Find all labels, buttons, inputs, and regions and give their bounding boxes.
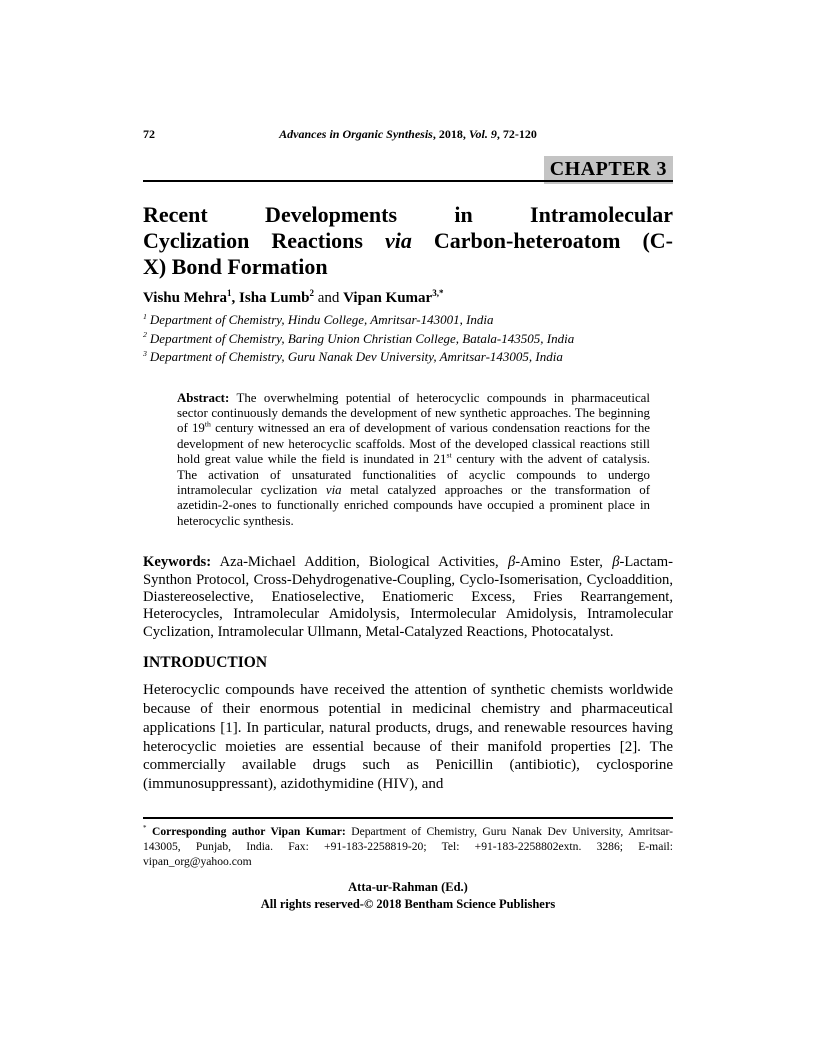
- page-number: 72: [143, 127, 155, 141]
- footnote-asterisk: *: [143, 824, 147, 833]
- affiliation-3: [143, 348, 673, 367]
- author-3-name: Vipan Kumar: [343, 290, 433, 306]
- introduction-paragraph: Heterocyclic compounds have received the attention of synthetic chemists worldwide because of their enormous potential in medicinal chemistry and pharmaceutical applications [1]. In particular, natural products, drugs, and renewable resources having heterocyclic moieties are essential because of their manifold properties [2]. The commercially available drugs such as Penicillin (antibiotic), cyclosporine (immunosuppressant), azidothymidine (HIV), and: [143, 682, 673, 793]
- abstract-label: Abstract:: [177, 390, 230, 405]
- running-title-year: , 2018,: [432, 127, 469, 141]
- running-title: [143, 127, 673, 142]
- footnote-label: Corresponding author Vipan Kumar:: [146, 825, 346, 838]
- chapter-title-line-3: X) Bond Formation: [143, 254, 328, 279]
- keywords-beta-1: β: [507, 554, 516, 571]
- author-separator-1: ,: [231, 290, 240, 306]
- authors-line: [143, 290, 673, 307]
- running-title-volume: Vol. 9: [468, 127, 497, 141]
- author-2-affiliation-marker: 2: [309, 288, 314, 298]
- chapter-title-line-2-b: Carbon-heteroatom (C-: [411, 228, 673, 253]
- abstract-text-1: The overwhelming potential of heterocyclic compounds in pharmaceutical sector continuously demands the development of new synthetic approaches. The beginning of 19: [177, 390, 650, 436]
- author-3-affiliation-marker: 3,*: [432, 288, 444, 298]
- abstract-text-4: metal catalyzed approaches or the transformation of azetidin-2-ones to functionally enriched compounds have occupied a prominent place in heterocyclic synthesis.: [177, 482, 650, 528]
- author-1-name: Vishu Mehra: [143, 290, 228, 306]
- affiliation-3-marker: 3: [143, 348, 147, 358]
- book-title: Advances in Organic Synthesis: [279, 127, 433, 141]
- chapter-label: CHAPTER 3: [544, 156, 673, 184]
- affiliation-2-text: Department of Chemistry, Baring Union Christian College, Batala-143505, India: [149, 330, 575, 346]
- chapter-divider-rule: [143, 180, 673, 182]
- affiliations: [143, 311, 673, 367]
- running-header: [143, 127, 673, 142]
- affiliation-2-marker: 2: [143, 330, 147, 340]
- running-title-pages: , 72-120: [496, 127, 537, 141]
- affiliation-3-text: Department of Chemistry, Guru Nanak Dev University, Amritsar-143005, India: [149, 349, 563, 364]
- publisher-imprint: [143, 879, 673, 912]
- affiliation-1-text: Department of Chemistry, Hindu College, Amritsar-143001, India: [149, 312, 494, 327]
- chapter-banner: [143, 154, 673, 184]
- chapter-title-via: via: [384, 228, 412, 253]
- keywords-beta-2: β: [612, 554, 620, 571]
- footnote-area: [143, 817, 673, 912]
- affiliation-1-marker: 1: [143, 311, 147, 321]
- keywords-text-2: -Amino Ester,: [515, 554, 613, 571]
- chapter-title-line-1: Recent Developments in Intramolecular: [143, 202, 673, 227]
- editor-line: Atta-ur-Rahman (Ed.): [348, 880, 468, 894]
- chapter-title-line-2-a: Cyclization Reactions: [143, 228, 385, 253]
- affiliation-1: [143, 311, 673, 330]
- footnote-text: Department of Chemistry, Guru Nanak Dev University, Amritsar-143005, Punjab, India. Fax: +91-183-2258819-20; Tel: +91-183-2258802extn. 3286; E-mail: vipan_org@yahoo.com: [143, 825, 673, 868]
- section-heading-introduction: INTRODUCTION: [143, 654, 268, 672]
- corresponding-author-footnote: [143, 824, 673, 869]
- keywords-text-1: Aza-Michael Addition, Biological Activities,: [211, 554, 508, 571]
- keywords-label: Keywords:: [143, 554, 212, 571]
- abstract-ordinal-st: st: [446, 450, 452, 460]
- keywords-text-3: -Lactam-Synthon Protocol, Cross-Dehydrogenative-Coupling, Cyclo-Isomerisation, Cycloaddition, Diastereoselective, Enatioselective, Enatiomeric Excess, Fries Rearrangement, Heterocycles, Intramolecular Amidolysis, Intermolecular Amidolysis, Intramolecular Cyclization, Intramolecular Ullmann, Metal-Catalyzed Reactions, Photocatalyst.: [143, 554, 673, 640]
- author-separator-2: and: [313, 290, 344, 306]
- affiliation-2: [143, 330, 673, 349]
- author-1-affiliation-marker: 1: [227, 288, 232, 298]
- abstract-text-2: century witnessed an era of development of various condensation reactions for the development of new heterocyclic scaffolds. Most of the developed classical reactions still hold great value while the field is inundated in 21: [177, 421, 650, 467]
- abstract: [177, 391, 650, 530]
- keywords: [143, 554, 673, 641]
- rights-line: All rights reserved-© 2018 Bentham Science Publishers: [260, 896, 556, 911]
- abstract-text-3: century with the advent of catalysis. The activation of unsaturated functionalities of acyclic compounds to undergo intramolecular cyclization: [177, 452, 650, 497]
- abstract-ordinal-th: th: [204, 420, 211, 430]
- chapter-title-line-2: [143, 228, 673, 254]
- chapter-title: [143, 202, 673, 280]
- abstract-via: via: [325, 482, 342, 497]
- footnote-divider-rule: [143, 817, 673, 819]
- author-2-name: Isha Lumb: [239, 290, 310, 306]
